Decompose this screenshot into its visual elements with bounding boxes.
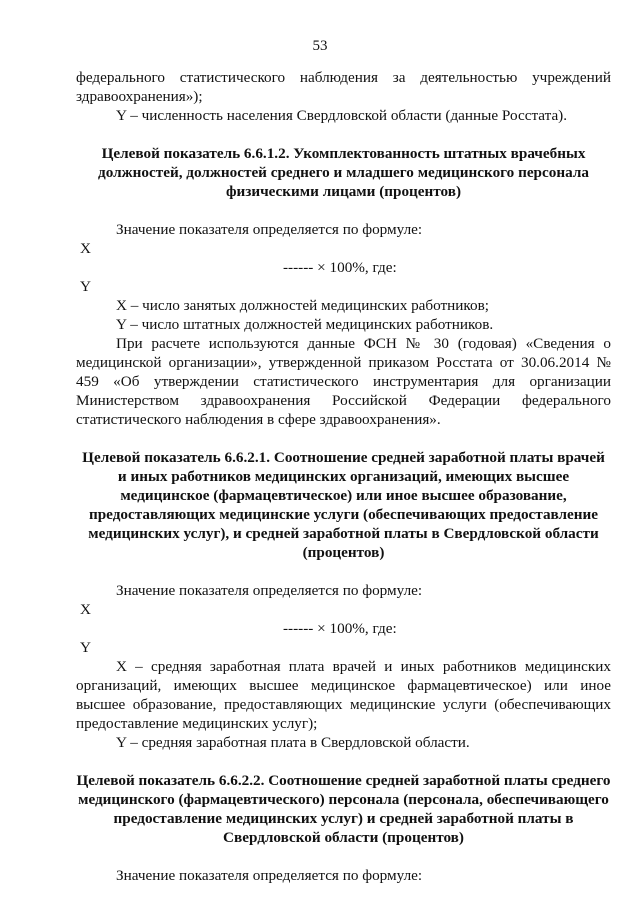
formula-denominator: Y bbox=[80, 639, 91, 656]
formula-denominator: Y bbox=[80, 278, 91, 295]
note-paragraph: При расчете используются данные ФСН № 30 (годовая) «Сведения о медицинской организации», утвержденной приказом Росстата от 30.06.2014 № 459 «Об утверждении статистического инструментария для организации Министерством здравоохранения Российской Федерации федерального статистического наблюдения в сфере здравоохранения». bbox=[76, 335, 611, 428]
formula-intro: Значение показателя определяется по формуле: bbox=[116, 221, 423, 238]
formula-numerator: X bbox=[80, 601, 91, 618]
section-heading-6-6-1-2: Целевой показатель 6.6.1.2. Укомплектованность штатных врачебных должностей, должностей среднего и младшего медицинского персонала физическими лицами (процентов) bbox=[98, 145, 589, 200]
page-number: 53 bbox=[312, 38, 328, 54]
formula-line: ------ × 100%, где: bbox=[283, 259, 397, 276]
formula-line: ------ × 100%, где: bbox=[283, 620, 397, 637]
y-definition: Y – средняя заработная плата в Свердловской области. bbox=[116, 734, 470, 751]
x-definition: X – средняя заработная плата врачей и иных работников медицинских организаций, имеющих высшее медицинское фармацевтическое) или иное высшее образование, предоставляющих медицинские услуги (обеспечивающих предоставление медицинских услуг); bbox=[76, 658, 611, 732]
x-definition: X – число занятых должностей медицинских работников; bbox=[116, 297, 490, 314]
y-definition: Y – число штатных должностей медицинских работников. bbox=[116, 316, 494, 333]
section-heading-6-6-2-1: Целевой показатель 6.6.2.1. Соотношение средней заработной платы врачей и иных работников медицинских организаций, имеющих высшее медицинское (фармацевтическое) или иное высшее образование, предоставляющих медицинские услуги (обеспечивающих предоставление медицинских услуг), и средней заработной платы в Свердловской области (процентов) bbox=[82, 449, 605, 561]
formula-numerator: X bbox=[80, 240, 91, 257]
y-definition: Y – численность населения Свердловской области (данные Росстата). bbox=[116, 107, 568, 124]
formula-intro: Значение показателя определяется по формуле: bbox=[116, 582, 423, 599]
formula-intro: Значение показателя определяется по формуле: bbox=[116, 867, 423, 884]
page-content bbox=[76, 68, 611, 885]
section-heading-6-6-2-2: Целевой показатель 6.6.2.2. Соотношение средней заработной платы среднего медицинского (фармацевтического) персонала (персонала, обеспечивающего предоставление медицинских услуг) и средней заработной платы в Свердловской области (процентов) bbox=[76, 772, 611, 846]
continuation-paragraph: федерального статистического наблюдения за деятельностью учреждений здравоохранения»); bbox=[76, 69, 611, 105]
